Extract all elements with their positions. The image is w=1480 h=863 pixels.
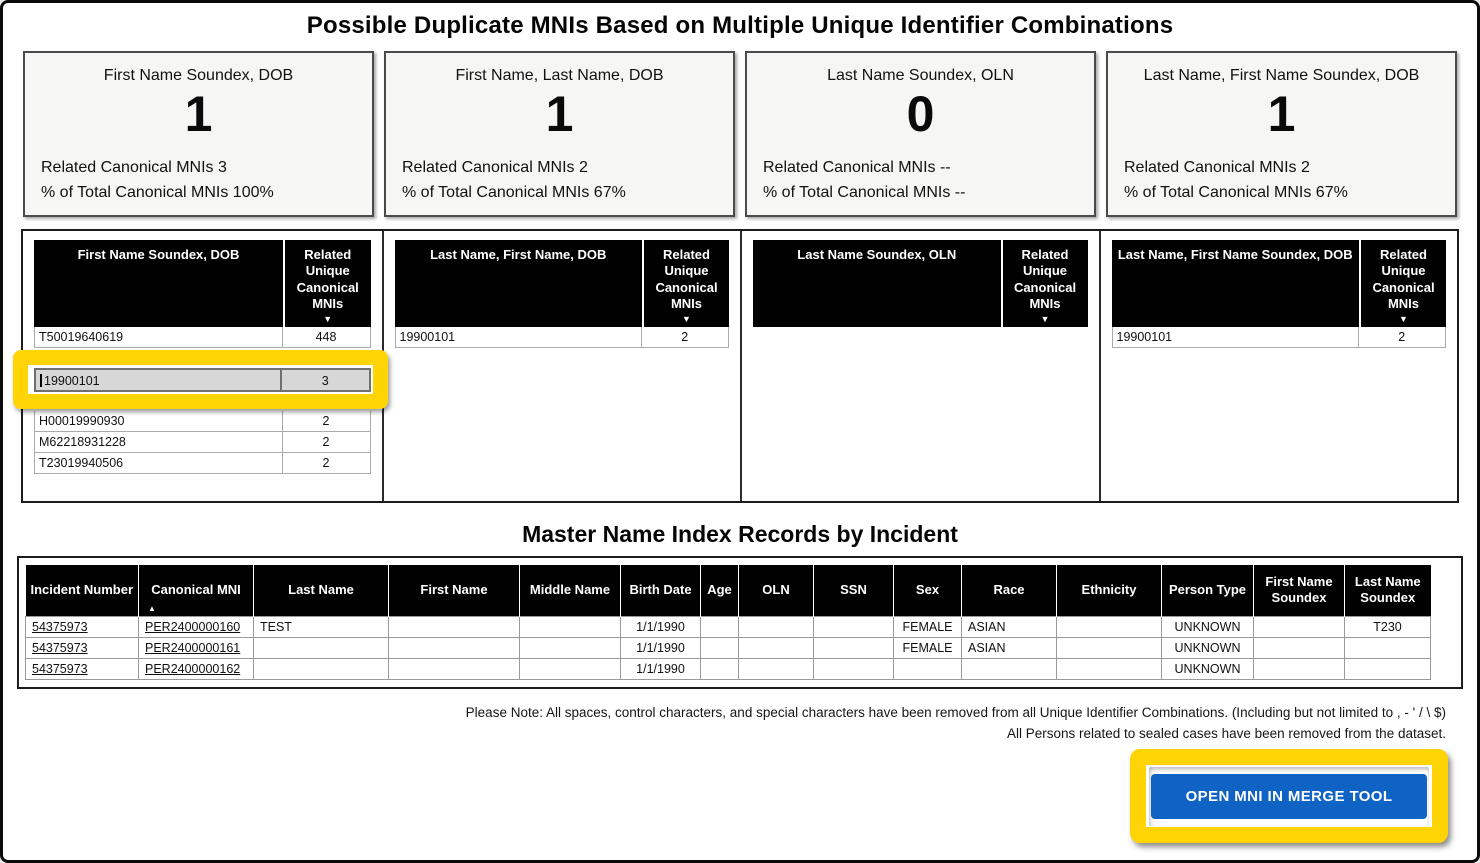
master-cell: [814, 658, 894, 679]
column-header-key[interactable]: Last Name, First Name, DOB: [430, 247, 607, 262]
column-header-key[interactable]: Last Name Soundex, OLN: [797, 247, 957, 262]
incident-number-link[interactable]: 54375973: [32, 640, 88, 655]
column-header-last-name[interactable]: Last Name: [254, 565, 389, 616]
identifier-value-cell: 3: [321, 374, 329, 388]
card-related-mnis: Related Canonical MNIs 2: [402, 159, 588, 176]
sort-descending-icon: ▼: [1399, 314, 1408, 324]
card-last-first-soundex-dob[interactable]: [1106, 51, 1457, 217]
identifier-table: [395, 240, 730, 348]
column-header-value[interactable]: Related Unique Canonical MNIs ▼: [1359, 240, 1446, 327]
master-cell: [962, 658, 1057, 679]
identifier-key-cell: T50019640619: [35, 327, 283, 347]
card-value: 1: [545, 86, 574, 142]
identifier-row[interactable]: [34, 432, 371, 453]
identifier-row[interactable]: [34, 453, 371, 474]
identifier-row[interactable]: [34, 368, 371, 392]
sort-descending-icon: ▼: [1040, 314, 1050, 324]
card-value: 1: [1267, 86, 1296, 142]
column-header-birth-date[interactable]: Birth Date: [621, 565, 701, 616]
master-cell: [894, 658, 962, 679]
column-header-middle-name[interactable]: Middle Name: [520, 565, 621, 616]
card-related-mnis: Related Canonical MNIs --: [763, 159, 951, 176]
master-cell: [1057, 616, 1162, 637]
master-cell: 1/1/1990: [621, 658, 701, 679]
identifier-row[interactable]: [1112, 327, 1447, 348]
identifier-value-cell: 2: [1398, 330, 1406, 344]
incident-number-link[interactable]: 54375973: [32, 619, 88, 634]
column-header-last-name-soundex[interactable]: Last Name Soundex: [1345, 565, 1431, 616]
identifier-key-cell: 19900101: [36, 370, 282, 390]
canonical-mni-link[interactable]: PER2400000162: [145, 661, 241, 676]
identifier-table-header: [753, 240, 1088, 327]
sort-descending-icon: ▼: [682, 314, 691, 324]
incident-number-link[interactable]: 54375973: [32, 661, 88, 676]
master-cell: [389, 658, 520, 679]
master-cell: [739, 637, 814, 658]
master-cell: [520, 658, 621, 679]
master-cell: [739, 658, 814, 679]
master-cell: [389, 637, 520, 658]
card-value: 0: [906, 86, 935, 142]
master-cell: [520, 616, 621, 637]
text-cursor: [40, 374, 42, 387]
master-cell: 1/1/1990: [621, 637, 701, 658]
card-first-name-soundex-dob[interactable]: [23, 51, 374, 217]
canonical-mni-link[interactable]: PER2400000161: [145, 640, 241, 655]
identifier-table-header: [395, 240, 730, 327]
column-header-value[interactable]: Related Unique Canonical MNIs ▼: [1001, 240, 1088, 327]
column-header-race[interactable]: Race: [962, 565, 1057, 616]
master-cell: [26, 658, 139, 679]
master-table: [25, 565, 1431, 680]
master-cell: TEST: [254, 616, 389, 637]
column-header-person-type[interactable]: Person Type: [1162, 565, 1254, 616]
open-mni-merge-tool-button[interactable]: OPEN MNI IN MERGE TOOL: [1151, 774, 1427, 819]
sort-descending-icon: ▼: [323, 314, 333, 324]
panel-last-first-dob: [382, 231, 741, 501]
master-row: [26, 616, 1431, 637]
master-cell: [139, 616, 254, 637]
sort-ascending-icon: ▲: [148, 603, 156, 613]
selected-row-wrapper: [34, 368, 371, 392]
master-cell: UNKNOWN: [1162, 616, 1254, 637]
column-header-sex[interactable]: Sex: [894, 565, 962, 616]
identifier-table: [34, 240, 371, 474]
identifier-table-header: [34, 240, 371, 327]
panel-first-name-soundex-dob: [23, 231, 382, 501]
identifier-table-rows: [34, 327, 371, 474]
identifier-table-header: [1112, 240, 1447, 327]
master-cell: [26, 637, 139, 658]
merge-button-area: [3, 744, 1477, 848]
card-percent-mnis: % of Total Canonical MNIs --: [763, 184, 966, 201]
master-cell: [1254, 616, 1345, 637]
card-percent-mnis: % of Total Canonical MNIs 67%: [1124, 184, 1348, 201]
master-cell: [1254, 637, 1345, 658]
master-cell: [520, 637, 621, 658]
identifier-value-cell: 2: [681, 330, 689, 344]
master-cell: [1345, 658, 1431, 679]
master-cell: 1/1/1990: [621, 616, 701, 637]
master-row: [26, 637, 1431, 658]
master-cell: [389, 616, 520, 637]
column-header-oln[interactable]: OLN: [739, 565, 814, 616]
master-cell: T230: [1345, 616, 1431, 637]
master-cell: ASIAN: [962, 616, 1057, 637]
column-header-age[interactable]: Age: [701, 565, 739, 616]
footnote-line-1: Please Note: All spaces, control characters, and special characters have been removed from all Unique Identifier Combinations. (Including but not limited to , - ' / \ $): [465, 705, 1446, 720]
identifier-key-cell: T23019940506: [35, 453, 283, 473]
column-header-value[interactable]: Related Unique Canonical MNIs ▼: [642, 240, 729, 327]
master-cell: [814, 637, 894, 658]
column-header-canonical-mni[interactable]: Canonical MNI ▲: [139, 565, 254, 616]
identifier-row[interactable]: [395, 327, 730, 348]
master-cell: [1254, 658, 1345, 679]
column-header-first-name[interactable]: First Name: [389, 565, 520, 616]
column-header-first-name-soundex[interactable]: First Name Soundex: [1254, 565, 1345, 616]
column-header-key[interactable]: Last Name, First Name Soundex, DOB: [1117, 247, 1353, 262]
master-cell: [26, 616, 139, 637]
card-related-mnis: Related Canonical MNIs 3: [41, 159, 227, 176]
identifier-table: [753, 240, 1088, 327]
master-cell: [254, 658, 389, 679]
identifier-value-cell: 2: [322, 435, 330, 449]
master-cell: [739, 616, 814, 637]
master-table-header-row: [26, 565, 1431, 616]
panel-last-name-soundex-oln: [740, 231, 1099, 501]
card-related-mnis: Related Canonical MNIs 2: [1124, 159, 1310, 176]
master-cell: FEMALE: [894, 616, 962, 637]
identifier-value-cell: 2: [322, 456, 330, 470]
column-header-ssn[interactable]: SSN: [814, 565, 894, 616]
identifier-row[interactable]: [34, 411, 371, 432]
card-title: Last Name Soundex, OLN: [827, 67, 1014, 84]
master-cell: [254, 637, 389, 658]
master-row: [26, 658, 1431, 679]
master-table-section: [17, 556, 1463, 689]
master-cell: UNKNOWN: [1162, 658, 1254, 679]
identifier-key-cell: 19900101: [1113, 327, 1359, 347]
identifier-table-rows: [1112, 327, 1447, 348]
footnote-line-2: All Persons related to sealed cases have been removed from the dataset.: [1006, 726, 1446, 741]
card-last-name-soundex-oln[interactable]: [745, 51, 1096, 217]
identifier-value-cell: 448: [315, 330, 337, 344]
card-title: First Name, Last Name, DOB: [455, 67, 664, 84]
column-header-incident-number[interactable]: Incident Number: [26, 565, 139, 616]
master-cell: [814, 616, 894, 637]
card-value: 1: [184, 86, 213, 142]
master-cell: FEMALE: [894, 637, 962, 658]
panel-last-first-soundex-dob: [1099, 231, 1458, 501]
master-cell: [1345, 637, 1431, 658]
card-first-last-dob[interactable]: [384, 51, 735, 217]
master-cell: ASIAN: [962, 637, 1057, 658]
card-title: Last Name, First Name Soundex, DOB: [1143, 67, 1420, 84]
master-cell: [701, 616, 739, 637]
card-title: First Name Soundex, DOB: [103, 67, 294, 84]
column-header-value[interactable]: Related Unique Canonical MNIs ▼: [283, 240, 370, 327]
card-percent-mnis: % of Total Canonical MNIs 100%: [41, 184, 274, 201]
footnotes: [3, 702, 1477, 744]
identifier-key-cell: H00019990930: [35, 411, 283, 431]
identifier-value-cell: 2: [322, 414, 330, 428]
button-backing: [1149, 767, 1429, 826]
master-cell: UNKNOWN: [1162, 637, 1254, 658]
column-header-ethnicity[interactable]: Ethnicity: [1057, 565, 1162, 616]
canonical-mni-link[interactable]: PER2400000160: [145, 619, 241, 634]
master-cell: [1057, 658, 1162, 679]
master-cell: [139, 658, 254, 679]
identifier-row[interactable]: [34, 327, 371, 348]
master-cell: [701, 658, 739, 679]
identifier-table-rows: [395, 327, 730, 348]
identifier-table: [1112, 240, 1447, 348]
master-cell: [139, 637, 254, 658]
summary-cards-row: [3, 51, 1477, 217]
column-header-key[interactable]: First Name Soundex, DOB: [77, 247, 240, 262]
master-table-title: Master Name Index Records by Incident: [522, 521, 958, 547]
page-title: Possible Duplicate MNIs Based on Multiple Unique Identifier Combinations: [306, 12, 1174, 39]
identifier-key-cell: 19900101: [396, 327, 642, 347]
identifier-key-cell: M62218931228: [35, 432, 283, 452]
master-cell: [701, 637, 739, 658]
card-percent-mnis: % of Total Canonical MNIs 67%: [402, 184, 626, 201]
master-cell: [1057, 637, 1162, 658]
identifier-tables-section: [21, 229, 1459, 503]
highlight-annotation-button: [1130, 749, 1448, 843]
